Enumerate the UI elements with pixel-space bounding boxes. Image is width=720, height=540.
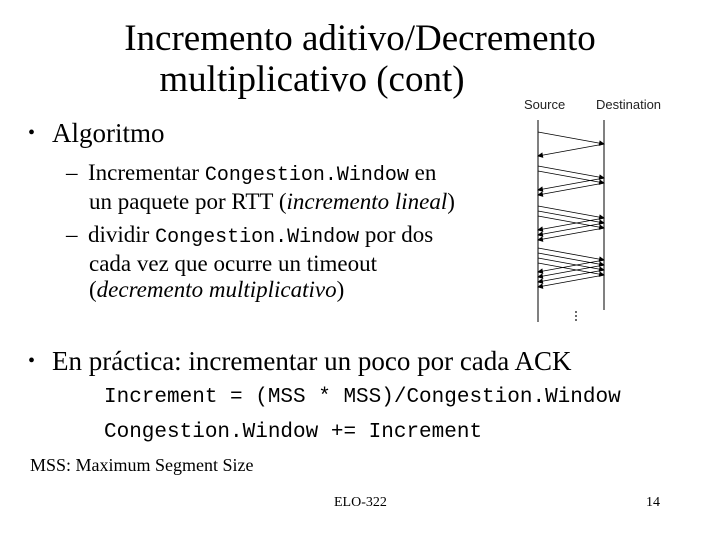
arrow-head: [538, 284, 543, 288]
sub2-continuation-2: (decremento multiplicativo): [89, 277, 345, 302]
footer-course: ELO-322: [334, 495, 387, 510]
bullet-dot: •: [28, 122, 36, 144]
arrow-head: [538, 192, 543, 196]
data-packet-arrow: [538, 132, 604, 144]
page-number: 14: [646, 495, 660, 510]
continuation-dots: [575, 311, 577, 321]
sub-bullet-dividir: – dividir Congestion.Window por dos cada vez que ocurre un timeout (decremento multiplicativo): [66, 222, 486, 303]
ack-arrow: [538, 183, 604, 195]
sub1-text-a: Incrementar: [88, 160, 205, 185]
sub1-continuation: un paquete por RTT (incremento lineal): [89, 189, 455, 214]
sub1-emphasis: incremento lineal: [286, 189, 448, 214]
arrow-head: [538, 232, 543, 236]
data-packet-arrow: [538, 216, 604, 228]
source-label: Source: [524, 97, 566, 112]
mss-note: MSS: Maximum Segment Size: [30, 455, 254, 475]
arrow-head: [538, 269, 543, 273]
sub2-code: Congestion.Window: [155, 226, 360, 249]
data-packet-arrow: [538, 171, 604, 183]
ack-arrow: [538, 144, 604, 156]
ack-arrow: [538, 265, 604, 277]
sub2-text-a: dividir: [88, 222, 156, 247]
arrow-head: [538, 237, 543, 241]
ack-arrow: [538, 275, 604, 287]
code-line-2: Congestion.Window += Increment: [104, 421, 483, 444]
data-packet-arrow: [538, 211, 604, 223]
destination-label: Destination: [596, 97, 662, 112]
data-packet-arrow: [538, 253, 604, 265]
sub2-continuation-1: cada vez que ocurre un timeout: [89, 251, 378, 276]
code-line-1: Increment = (MSS * MSS)/Congestion.Window: [104, 386, 621, 409]
title-line-2: multiplicativo (cont): [159, 59, 465, 100]
ack-arrow: [538, 223, 604, 235]
data-packet-arrow: [538, 263, 604, 275]
ack-arrow: [538, 228, 604, 240]
arrow-head: [538, 227, 543, 231]
timing-diagram: [520, 90, 680, 330]
data-packet-arrow: [538, 258, 604, 270]
bullet-practica: [28, 346, 572, 377]
slide-title: [0, 18, 720, 100]
sub2-emphasis: decremento multiplicativo: [96, 277, 337, 302]
sub1-text-b: en: [408, 160, 437, 185]
sub1-code: Congestion.Window: [204, 164, 409, 187]
title-line-1: Incremento aditivo/Decremento: [124, 18, 596, 59]
data-packet-arrow: [538, 248, 604, 260]
ack-arrow: [538, 218, 604, 230]
bullet-algoritmo: [28, 118, 165, 149]
bullet-practica-text: En práctica: incrementar un poco por cada ACK: [52, 346, 572, 376]
sub-bullet-incrementar: – Incrementar Congestion.Window en un paquete por RTT (incremento lineal): [66, 160, 486, 215]
ack-arrow: [538, 178, 604, 190]
bullet-algoritmo-text: Algoritmo: [52, 118, 165, 148]
sub2-text-b: por dos: [359, 222, 434, 247]
ack-arrow: [538, 260, 604, 272]
arrow-head: [538, 274, 543, 278]
arrow-head: [538, 279, 543, 283]
arrow-head: [538, 153, 543, 157]
data-packet-arrow: [538, 206, 604, 218]
arrow-head: [538, 187, 543, 191]
bullet-dot: •: [28, 350, 36, 372]
ack-arrow: [538, 270, 604, 282]
data-packet-arrow: [538, 166, 604, 178]
packet-arrows: [538, 132, 604, 288]
